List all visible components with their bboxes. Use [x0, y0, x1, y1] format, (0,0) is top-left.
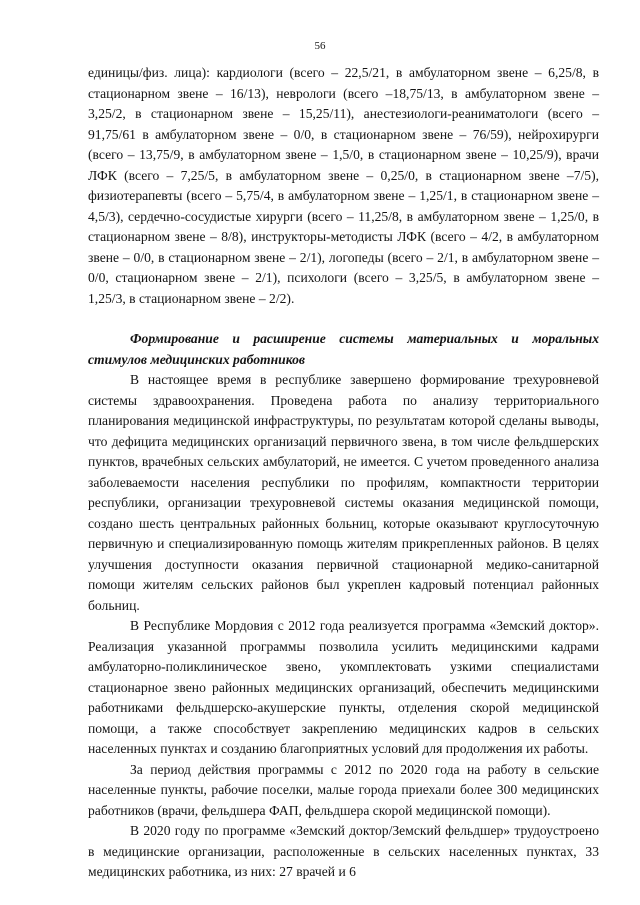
- paragraph-three-level-system: В настоящее время в республике завершено формирование трехуровневой системы здравоохранения. Проведена работа по анализу территориального планирования медицинской инфраструктуры, по результатам которой сделаны выводы, что дефицита медицинских организаций первичного звена, в том числе фельдшерских пунктов, врачебных сельских амбулаторий, не имеется. С учетом проведенного анализа заболеваемости населения республики по профилям, компактности территории республики, организации трехуровневой системы оказания медицинской помощи, создано шесть центральных районных больниц, которые оказывают круглосуточную первичную и специализированную помощь жителям прикрепленных районов. В целях улучшения доступности оказания первичной стационарной медико-санитарной помощи жителям сельских районов был укреплен кадровый потенциал районных больниц.: [88, 372, 599, 613]
- page-number: 56: [314, 40, 326, 52]
- document-body: [88, 63, 599, 883]
- paragraph-program-period: За период действия программы с 2012 по 2020 года на работу в сельские населенные пункты, рабочие поселки, малые города приехали более 300 медицинских работников (врачи, фельдшера ФАП, фельдшера скорой медицинской помощи).: [88, 761, 599, 818]
- paragraph-zemsky-doctor: В Республике Мордовия с 2012 года реализуется программа «Земский доктор». Реализация указанной программы позволила усилить медицинскими кадрами амбулаторно-поликлиническое звено, укомплектовать узкими специалистами стационарное звено районных медицинских организаций, обеспечить медицинскими работниками фельдшерско-акушерские пункты, отделения скорой медицинской помощи, а также способствует закреплению медицинских кадров в сельских населенных пунктах и созданию благоприятных условий для продолжения их работы.: [88, 618, 599, 756]
- paragraph-2020-results: В 2020 году по программе «Земский доктор/Земский фельдшер» трудоустроено в медицинские организации, расположенные в сельских населенных пунктах, 33 медицинских работника, из них: 27 врачей и 6: [88, 823, 599, 879]
- section-heading: Формирование и расширение системы материальных и моральных стимулов медицинских работников: [88, 331, 599, 367]
- paragraph-staff-list: единицы/физ. лица): кардиологи (всего – 22,5/21, в амбулаторном звене – 6,25/8, в стационарном звене – 16/13), неврологи (всего –18,75/13, в амбулаторном звене – 3,25/2, в стационарном звене – 15,25/11), анестезиологи-реаниматологи (всего – 91,75/61 в амбулаторном звене – 0/0, в стационарном звене – 76/59), нейрохирурги (всего – 13,75/9, в амбулаторном звене – 1,5/0, в стационарном звене – 10,25/9), врачи ЛФК (всего – 7,25/5, в амбулаторном звене – 0,25/0, в стационарном звене –7/5), физиотерапевты (всего – 5,75/4, в амбулаторном звене – 1,25/1, в стационарном звене – 4,5/3), сердечно-сосудистые хирурги (всего – 11,25/8, в амбулаторном звене – 1,25/0, в стационарном звене – 8/8), инструкторы-методисты ЛФК (всего – 4/2, в амбулаторном звене – 0/0, в стационарном звене – 2/1), логопеды (всего – 2/1, в амбулаторном звене – 0/0, стационарном звене – 2/1), психологи (всего – 3,25/5, в амбулаторном звене – 1,25/3, в стационарном звене – 2/2).: [88, 65, 599, 306]
